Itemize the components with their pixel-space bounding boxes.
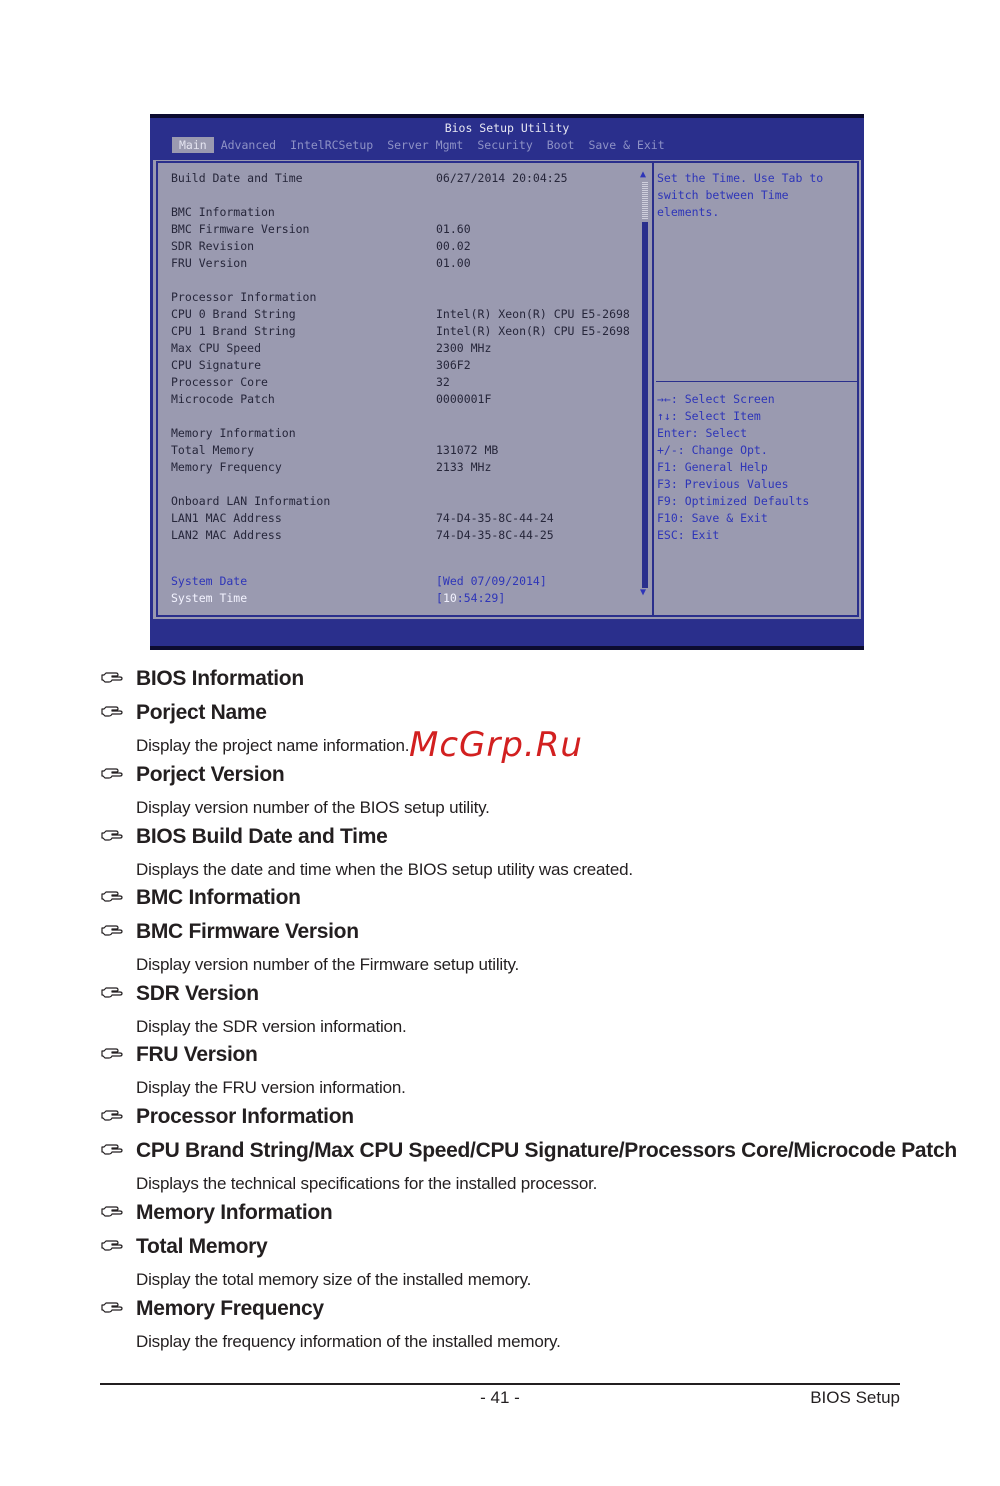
setting-label: Processor Core	[171, 375, 268, 389]
setting-value: 0000001F	[436, 392, 492, 406]
setting-label: Total Memory	[171, 443, 255, 457]
setting-label: CPU 1 Brand String	[171, 324, 296, 338]
pointing-hand-icon	[100, 982, 126, 1006]
setting-row	[171, 357, 641, 374]
tab-security[interactable]: Security	[477, 138, 533, 152]
key-hint: F10: Save & Exit	[657, 511, 768, 525]
item-heading: Porject Version	[136, 763, 285, 786]
item-description: Display the project name information.	[136, 736, 410, 755]
help-line: switch between Time	[657, 188, 789, 202]
item-heading: SDR Version	[136, 982, 259, 1005]
setting-row	[171, 391, 641, 408]
tab-save-exit[interactable]: Save & Exit	[588, 138, 665, 152]
section-name: BIOS Setup	[810, 1388, 900, 1407]
bios-bottom-border	[150, 646, 864, 650]
setting-label: FRU Version	[171, 256, 248, 270]
setting-row	[171, 459, 641, 476]
setting-label: BMC Information	[171, 205, 275, 219]
setting-label: Onboard LAN Information	[171, 494, 331, 508]
pointing-hand-icon	[100, 920, 126, 944]
bios-tab-bar	[172, 137, 672, 153]
setting-value: 74-D4-35-8C-44-25	[436, 528, 554, 542]
item-description: Display the SDR version information.	[136, 1017, 407, 1036]
setting-row	[171, 340, 641, 357]
scroll-down-arrow-icon[interactable]: ▼	[640, 587, 647, 598]
page-number: - 41 -	[480, 1388, 520, 1407]
item-description: Display the frequency information of the installed memory.	[136, 1332, 561, 1351]
item-description: Display the FRU version information.	[136, 1078, 406, 1097]
help-line: elements.	[657, 205, 720, 219]
setting-label: Memory Information	[171, 426, 296, 440]
watermark: McGrp.Ru	[409, 725, 583, 765]
pointing-hand-icon	[100, 763, 126, 787]
section-heading	[171, 204, 641, 221]
setting-value: Intel(R) Xeon(R) CPU E5-2698	[436, 307, 630, 321]
footer-rule	[100, 1383, 900, 1385]
item-description: Display version number of the Firmware setup utility.	[136, 955, 520, 974]
setting-row	[171, 374, 641, 391]
key-hint: ESC: Exit	[657, 528, 720, 542]
setting-row	[171, 323, 641, 340]
key-hint: →←: Select Screen	[657, 392, 775, 406]
item-heading: FRU Version	[136, 1043, 258, 1066]
pointing-hand-icon	[100, 667, 126, 691]
setting-value: 32	[436, 375, 450, 389]
system-time-label: System Time	[171, 591, 248, 605]
item-heading: Processor Information	[136, 1105, 354, 1128]
time-hour-field[interactable]: 10	[442, 591, 457, 605]
pointing-hand-icon	[100, 1201, 126, 1225]
pointing-hand-icon	[100, 1043, 126, 1067]
system-time-value[interactable]	[436, 590, 505, 607]
time-rest-field[interactable]: :54:29]	[456, 591, 506, 605]
scrollbar[interactable]	[640, 169, 650, 598]
setting-label: LAN2 MAC Address	[171, 528, 282, 542]
setting-value: 01.60	[436, 222, 471, 236]
system-date-row[interactable]	[171, 573, 641, 590]
key-hint: F1: General Help	[657, 460, 768, 474]
pointing-hand-icon	[100, 1297, 126, 1321]
setting-label: Max CPU Speed	[171, 341, 262, 355]
setting-value: 2133 MHz	[436, 460, 492, 474]
setting-value: 306F2	[436, 358, 471, 372]
key-hint: Enter: Select	[657, 426, 748, 440]
help-line: Set the Time. Use Tab to	[657, 171, 824, 185]
tab-boot[interactable]: Boot	[546, 138, 575, 152]
help-divider	[656, 381, 858, 382]
key-hint: ↑↓: Select Item	[657, 409, 761, 423]
help-frame	[652, 161, 859, 617]
setting-value: Intel(R) Xeon(R) CPU E5-2698	[436, 324, 630, 338]
setting-label: Build Date and Time	[171, 171, 303, 185]
tab-intelrcsetup[interactable]: IntelRCSetup	[290, 138, 374, 152]
section-heading	[171, 289, 641, 306]
setting-label: BMC Firmware Version	[171, 222, 310, 236]
setting-row	[171, 510, 641, 527]
setting-row	[171, 238, 641, 255]
setting-row	[171, 170, 641, 187]
pointing-hand-icon	[100, 701, 126, 725]
setting-label: Microcode Patch	[171, 392, 275, 406]
setting-label: LAN1 MAC Address	[171, 511, 282, 525]
setting-row	[171, 527, 641, 544]
pointing-hand-icon	[100, 1235, 126, 1259]
item-heading: BIOS Information	[136, 667, 304, 690]
item-description: Displays the date and time when the BIOS setup utility was created.	[136, 860, 633, 879]
scroll-track	[642, 182, 648, 220]
setting-row	[171, 306, 641, 323]
item-heading: BMC Firmware Version	[136, 920, 359, 943]
item-heading: BIOS Build Date and Time	[136, 825, 388, 848]
item-heading: Memory Information	[136, 1201, 333, 1224]
setting-value: 06/27/2014 20:04:25	[436, 171, 568, 185]
tab-main[interactable]: Main	[172, 137, 214, 153]
pointing-hand-icon	[100, 886, 126, 910]
item-heading: BMC Information	[136, 886, 301, 909]
setting-row	[171, 255, 641, 272]
setting-value: 2300 MHz	[436, 341, 492, 355]
section-heading	[171, 425, 641, 442]
item-heading: CPU Brand String/Max CPU Speed/CPU Signature/Processors Core/Microcode Patch	[136, 1139, 957, 1162]
time-open-bracket: [	[436, 591, 443, 605]
key-hint: F3: Previous Values	[657, 477, 789, 491]
setting-row	[171, 221, 641, 238]
system-date-label: System Date	[171, 574, 248, 588]
pointing-hand-icon	[100, 825, 126, 849]
setting-label: CPU Signature	[171, 358, 262, 372]
item-description: Display the total memory size of the installed memory.	[136, 1270, 532, 1289]
section-heading	[171, 493, 641, 510]
pointing-hand-icon	[100, 1105, 126, 1129]
bios-screenshot	[150, 114, 864, 650]
tab-server-mgmt[interactable]: Server Mgmt	[387, 138, 464, 152]
setting-label: Memory Frequency	[171, 460, 282, 474]
bios-main-panel	[153, 160, 861, 619]
setting-label: CPU 0 Brand String	[171, 307, 296, 321]
item-description: Display version number of the BIOS setup utility.	[136, 798, 490, 817]
pointing-hand-icon	[100, 1139, 126, 1163]
setting-value: 01.00	[436, 256, 471, 270]
tab-advanced[interactable]: Advanced	[220, 138, 277, 152]
bios-title: Bios Setup Utility	[444, 121, 570, 135]
item-heading: Porject Name	[136, 701, 267, 724]
bios-top-border	[150, 114, 864, 118]
setting-label: SDR Revision	[171, 239, 255, 253]
key-hint: +/-: Change Opt.	[657, 443, 768, 457]
system-time-row[interactable]	[171, 590, 641, 607]
item-description: Displays the technical specifications for the installed processor.	[136, 1174, 598, 1193]
setting-value: 131072 MB	[436, 443, 499, 457]
item-heading: Memory Frequency	[136, 1297, 324, 1320]
scroll-thumb[interactable]	[642, 222, 648, 588]
system-date-value[interactable]: [Wed 07/09/2014]	[436, 574, 547, 588]
setting-row	[171, 442, 641, 459]
key-hint: F9: Optimized Defaults	[657, 494, 810, 508]
item-heading: Total Memory	[136, 1235, 268, 1258]
setting-value: 74-D4-35-8C-44-24	[436, 511, 554, 525]
setting-value: 00.02	[436, 239, 471, 253]
scroll-up-arrow-icon[interactable]: ▲	[640, 169, 647, 180]
setting-label: Processor Information	[171, 290, 317, 304]
